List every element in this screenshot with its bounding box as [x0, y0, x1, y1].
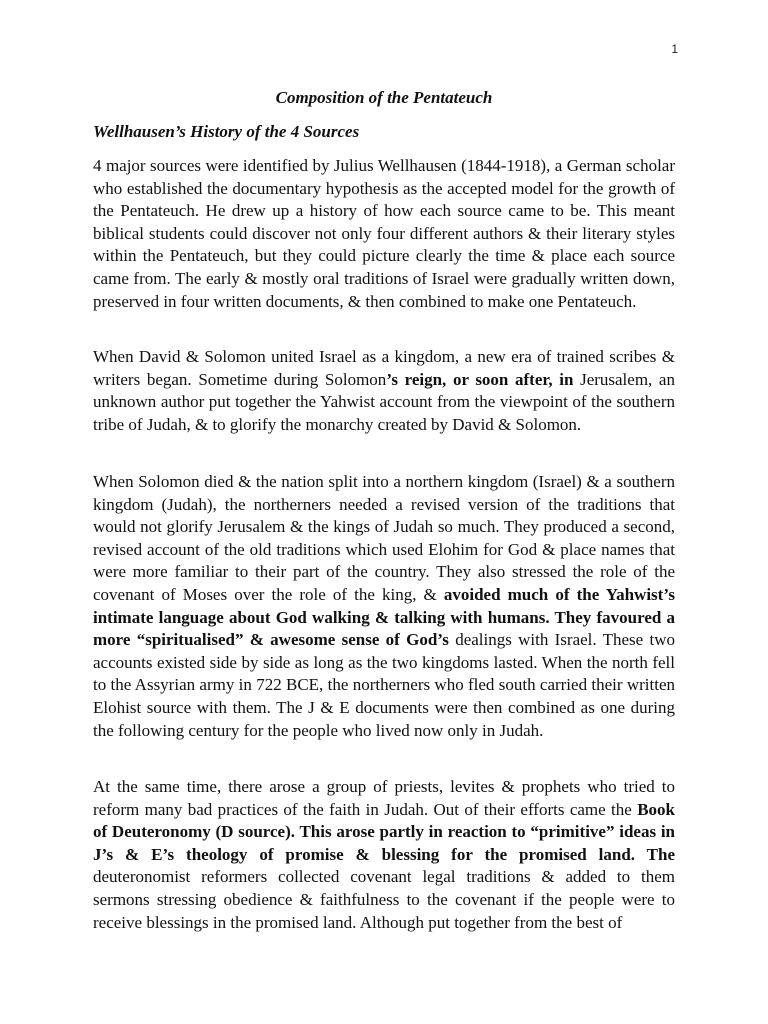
paragraph-2 — [93, 346, 675, 436]
document-title: Composition of the Pentateuch — [275, 88, 493, 107]
paragraph-bold-text: avoided much of the Yahwist’s intimate language about God walking & talking with humans. They favoured a more “spiritualised” & awesome sense of God’s — [93, 584, 675, 650]
paragraph-text: deuteronomist reformers collected covenant legal traditions & added to them sermons stressing obedience & faithfulness to the covenant if the people were to receive blessings in the promised land. Although put together from the best of — [93, 867, 675, 932]
paragraph-text: Jerusalem, an unknown author put together the Yahwist account from the viewpoint of the southern tribe of Judah, & to glorify the monarchy created by David & Solomon. — [93, 369, 675, 434]
paragraph-3 — [93, 471, 675, 742]
paragraph-text: At the same time, there arose a group of priests, levites & prophets who tried to reform many bad practices of the faith in Judah. Out of their efforts came the — [93, 777, 675, 819]
paragraph-text: When David & Solomon united Israel as a kingdom, a new era of trained scribes & writers began. Sometime during Solomon — [93, 347, 675, 389]
paragraph-text: 4 major sources were identified by Julius Wellhausen (1844-1918), a German scholar who established the documentary hypothesis as the accepted model for the growth of the Pentateuch. He drew up a history of how each source came to be. This meant biblical students could discover not only four different authors & their literary styles within the Pentateuch, but they could picture clearly the time & place each source came from. The early & mostly oral traditions of Israel were gradually written down, preserved in four written documents, & then combined to make one Pentateuch. — [93, 156, 675, 311]
paragraph-text: When Solomon died & the nation split into a northern kingdom (Israel) & a southern kingdom (Judah), the northerners needed a revised version of the traditions that would not glorify Jerusalem & the kings of Judah so much. They produced a second, revised account of the old traditions which used Elohim for God & place names that were more familiar to their part of the country. They also stressed the role of the covenant of Moses over the role of the king, & — [93, 472, 675, 604]
paragraph-bold-text: ’s reign, or soon after, in — [386, 369, 574, 389]
paragraph-bold-text: Book of Deuteronomy (D source). This arose partly in reaction to “primitive” ideas in J’s & E’s theology of promise & blessing for the promised land. The — [93, 799, 675, 864]
paragraph-text: dealings with Israel. These two accounts existed side by side as long as the two kingdoms lasted. When the north fell to the Assyrian army in 722 BCE, the northerners who fled south carried their written Elohist source with them. The J & E documents were then combined as one during the following century for the people who lived now only in Judah. — [93, 630, 675, 740]
page-number: 1 — [671, 42, 678, 56]
section-heading: Wellhausen’s History of the 4 Sources — [93, 122, 360, 141]
paragraph-4 — [93, 776, 675, 934]
paragraph-1 — [93, 155, 675, 313]
